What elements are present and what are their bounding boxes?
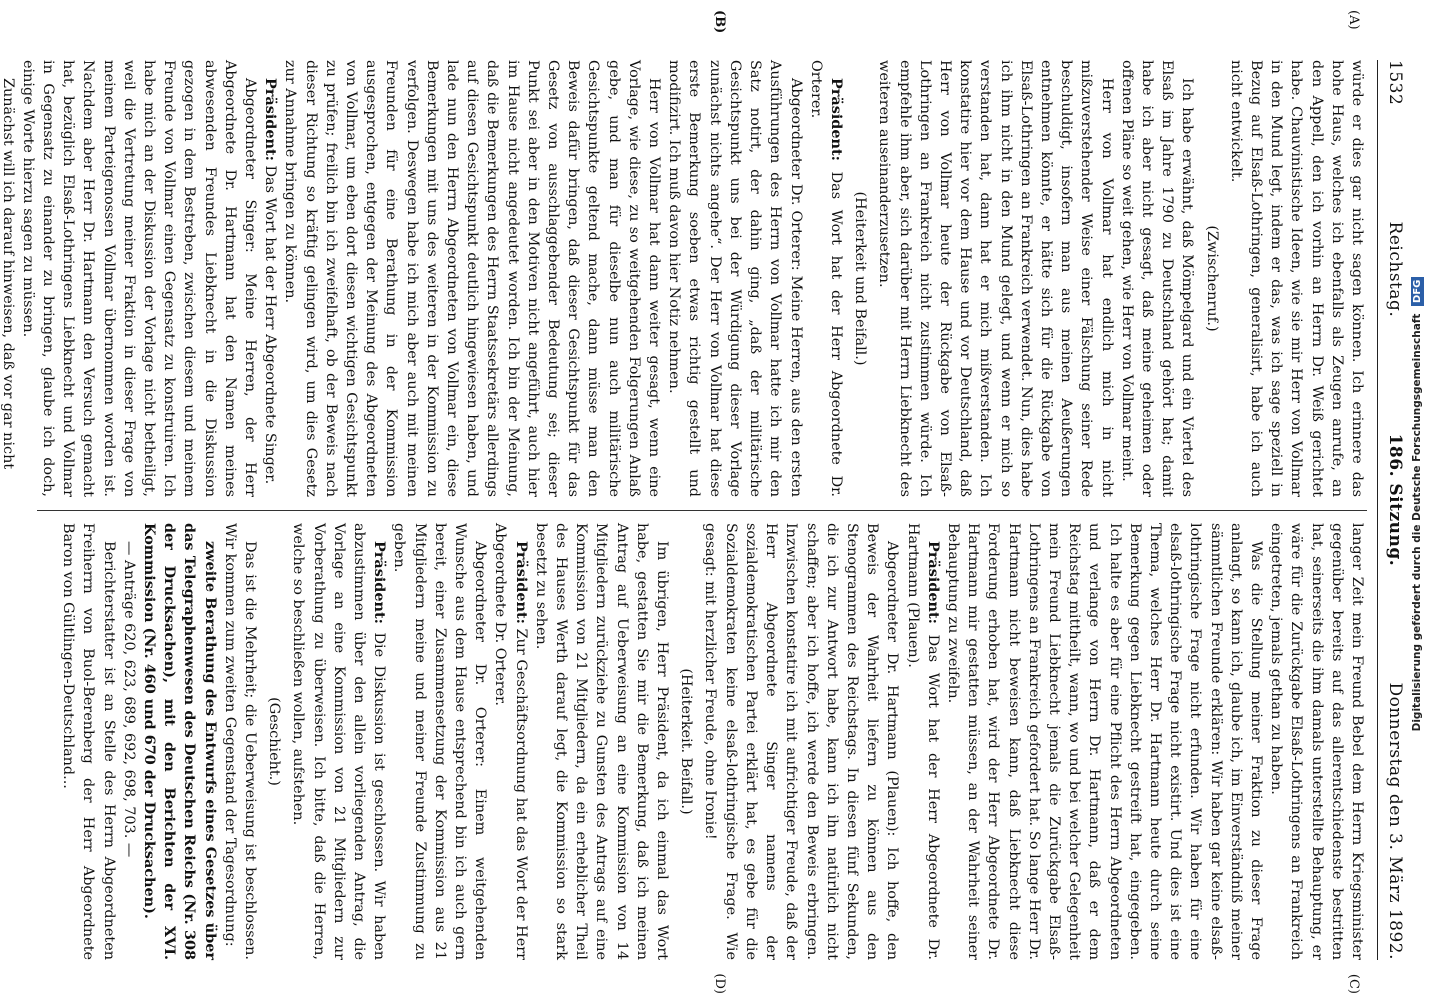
paragraph-text: (Heiterkeit. Beifall.) xyxy=(678,668,695,815)
paragraph xyxy=(943,523,1266,960)
interjection xyxy=(850,60,870,497)
right-column xyxy=(37,523,1367,960)
paragraph xyxy=(874,60,1116,497)
speaker-label: Präsident: xyxy=(371,541,389,624)
paragraph-text: Zunächst will ich darauf hinweisen, daß vor gar nicht xyxy=(0,78,16,470)
paragraph-text: Herr von Vollmar hat endlich mich in nicht mißzuverstehender Weise einer Fälschung seiner Rede beschuldigt, insofern man aus meinen Aeußerungen entnehmen könnte, er hätte sich für die Rückgabe von Elsaß-Lothringen an Frankreich verwendet. Nun, dies habe ich ihm nicht in den Mund gelegt, und wenn er mich so verstanden hat, dann hat er mich mißverstanden. Ich konstatire hier vor dem Hause und vor Deutschland, daß Herr von Vollmar heute der Rückgabe von Elsaß-Lothringen an Frankreich nicht zustimmen würde. Ich empfehle ihm aber, sich darüber mit Herrn Liebknecht des weiteren auseinanderzusetzen. xyxy=(876,60,1115,497)
paragraph xyxy=(389,523,490,960)
paragraph-text: Ich habe erwähnt, daß Mömpelgard und ein Viertel des Elsaß im Jahre 1790 zu Deutschland gehört hat; damit habe ich aber nicht gesagt, daß meine geheimen oder offenen Pläne so weit gehen, wie Herr von Vollmar meint. xyxy=(1118,60,1196,497)
publication-name: Reichstag. xyxy=(1385,221,1405,318)
paragraph xyxy=(18,60,260,497)
paragraph-text: würde er dies gar nicht sagen können. Ich erinnere das hohe Haus, welches ich ebenfalls als Zeugen anrufe, an den Appell, den ich vorhin an Herrn Dr. Weiß gerichtet habe. Chauvinistische Ideen, wie sie mir Herr von Vollmar in den Mund legt, indem er das, was ich sage speziell in Bezug auf Elsaß-Lothringen, generalisirt, habe ich auch nicht entwickelt. xyxy=(1227,60,1365,497)
margin-marker-c: (C) xyxy=(1346,973,1361,994)
paragraph xyxy=(700,523,902,960)
paragraph xyxy=(119,523,139,960)
paragraph-text: Herr von Vollmar hat dann weiter gesagt, wenn eine Vorlage, wie diese, zu so weitgehenden Folgerungen Anlaß gebe, und man für dieselbe nun auch militärische Gesichtspunkte geltend mache, dann müsse man den Beweis dafür bringen, daß dieser Gesichtspunkt für das Gesetz von ausschlaggebender Bedeutung sei; dieser Punkt sei aber in den Motiven nicht angeführt, auch hier im Hause nicht angedeutet worden. Ich bin der Meinung, daß die Bemerkungen des Herrn Staatssekretärs allerdings auf diesen Gesichtspunkt deutlich hingewiesen haben, und lade nun den Herrn Abgeordneten von Vollmar ein, diese Bemerkungen mit uns des weiteren in der Kommission zu verfolgen. Deswegen habe ich mich aber auch mit meinen Freunden für eine Berathung in der Kommission ausgesprochen, entgegen der Meinung des Abgeordneten von Vollmar, um eben dort diesen wichtigen Gesichtspunkt zu prüfen; freilich bin ich zweifelhaft, ob der Beweis nach dieser Richtung so kräftig gelingen wird, um dies Gesetz zur Annahme bringen zu können. xyxy=(282,60,663,497)
dfg-logo: DFG xyxy=(1411,277,1424,306)
sitting-number: 186. Sitzung. xyxy=(1385,433,1405,567)
paragraph-text: (Geschieht.) xyxy=(266,697,283,786)
speaker-paragraph xyxy=(288,523,389,960)
paragraph-text: Das Wort hat der Herr Abgeordnete Dr. Hartmann (Plauen). xyxy=(904,523,941,960)
paragraph xyxy=(1117,60,1198,497)
paragraph-text: (Heiterkeit und Beifall.) xyxy=(852,191,869,366)
paragraph-text: Das Wort hat der Herr Abgeordnete Singer. xyxy=(262,165,279,485)
speaker-label: Präsident: xyxy=(262,78,280,161)
speaker-label: Präsident: xyxy=(924,541,942,624)
paragraph-text: Abgeordneter Dr. Hartmann (Plauen): Ich hoffe, den Beweis der Wahrheit liefern zu können aus den Stenogrammen des Reichstags. In diesen fünf Sekunden, die ich zur Antwort habe, kann ich ihn natürlich nicht schaffen; aber ich hoffe, ich werde den Beweis erbringen. Inzwischen konstatire ich mit aufrichtiger Freude, daß der Herr Abgeordnete Singer namens der sozialdemokratischen Partei erklärt hat, es gebe für die Sozialdemokraten keine elsaß-lothringische Frage. Wie gesagt: mit herzlicher Freude, ohne Ironie! xyxy=(702,523,901,960)
paragraph xyxy=(664,60,805,497)
paragraph xyxy=(1226,60,1367,497)
speaker-paragraph xyxy=(902,523,942,960)
page-number: 1532 xyxy=(1385,60,1405,106)
paragraph-text: Abgeordneter Singer: Meine Herren, der Herr Abgeordnete Dr. Hartmann hat den Namen meines abwesenden Freundes Liebknecht in die Diskussion gezogen in dem Bestreben, zwischen diesem und meinem Freunde von Vollmar einen Gegensatz zu konstruiren. Ich habe mich an der Diskussion der Vorlage nicht betheiligt, weil die Vertretung meiner Fraktion in dieser Frage von meinem Parteigenossen Vollmar übernommen worden ist. Nachdem aber Herr Dr. Hartmann den Versuch gemacht hat, bezüglich Elsaß-Lothringens Liebknecht und Vollmar in Gegensatz zu einander zu bringen, glaube ich doch, einige Worte hierzu sagen zu müssen. xyxy=(19,60,259,497)
margin-marker-d: (D) xyxy=(712,973,727,994)
paragraph-text: — Anträge 620, 623, 689, 692, 698, 703. — xyxy=(120,541,137,858)
paragraph-text: Das ist die Mehrheit; die Ueberweisung ist beschlossen. Wir kommen zum zweiten Gegenstand der Tagesordnung: xyxy=(221,523,259,960)
paragraph xyxy=(280,60,664,497)
margin-marker-b: (B) xyxy=(712,10,727,34)
paragraph-text: Abgeordneter Dr. Orterer: Meine Herren, aus den ersten Ausführungen des Herrn von Vollmar hatte ich mir den Satz notirt, der dahin ging, „daß der militärische Gesichtspunkt uns bei der Würdigung dieser Vorlage zunächst nichts angehe“. Der Herr von Vollmar hat diese erste Bemerkung soeben etwas richtig gestellt und modifizirt. Ich muß davon hier Notiz nehmen. xyxy=(666,60,804,497)
paragraph-text: langer Zeit mein Freund Bebel dem Herrn Kriegsminister gegenüber bereits auf das allerentschiedenste bestritten hat, seinerseits die ihm damals unterstellte Behauptung, er wäre für die Zurückgabe Elsaß-Lothringens an Frankreich eingetreten, jemals gethan zu haben. xyxy=(1268,523,1365,960)
interjection xyxy=(1201,60,1221,497)
left-column xyxy=(0,60,1367,497)
paragraph-text: Berichterstatter ist an Stelle des Herrn Abgeordneten Freiherrn von Buol-Berenberg der Herr Abgeordnete Baron von Gültlingen-Deutschland... xyxy=(60,523,117,960)
paragraph-text: Was die Stellung meiner Fraktion zu dieser Frage anlangt, so kann ich, glaube ich, im Einverständniß meiner sämmtlichen Freunde erklären: Wir haben gar keine elsaß-lothringische Frage nicht erfunden. Wir haben für eine elsaß-lothringische Frage nicht existirt. Und dies ist eine Thema, welches Herr Dr. Hartmann heute durch seine Bemerkung gegen Liebknecht gestreift hat, eingegeben. Ich halte es aber für eine Pflicht des Herrn Abgeordneten und verlange von Herrn Dr. Hartmann, daß er dem Reichstag mittheilt, wann, wo und bei welcher Gelegenheit mein Freund Liebknecht jemals die Zurückgabe Elsaß-Lothringens an Frankreich gefordert hat. So lange Herr Dr. Hartmann nicht beweisen kann, daß Liebknecht diese Forderung erhoben hat, wird der Herr Abgeordnete Dr. Hartmann mir gestatten müssen, an der Wahrheit seiner Behauptung zu zweifeln. xyxy=(944,523,1264,960)
margin-marker-a: (A) xyxy=(1346,10,1361,30)
speaker-label: Präsident: xyxy=(827,78,845,161)
digitization-credit xyxy=(1407,14,1427,994)
paragraph xyxy=(220,523,260,960)
interjection xyxy=(676,523,696,960)
agenda-item xyxy=(139,523,220,960)
interjection xyxy=(264,523,284,960)
speaker-paragraph xyxy=(490,523,530,960)
paragraph xyxy=(58,523,119,960)
paragraph xyxy=(531,523,672,960)
paragraph-text: (Zwischenruf.) xyxy=(1203,225,1220,332)
paragraph-text: Das Wort hat der Herr Abgeordnete Dr. Orterer. xyxy=(807,60,844,497)
sitting-date: Donnerstag den 3. März 1892. xyxy=(1385,682,1405,960)
paragraph xyxy=(1266,523,1367,960)
paragraph-text: Zur Geschäftsordnung hat das Wort der Herr Abgeordnete Dr. Orterer. xyxy=(492,523,529,961)
paragraph-text: Im übrigen, Herr Präsident, da ich einmal das Wort habe, gestatten Sie mir die Bemerkung, daß ich meinen Antrag auf Ueberweisung an eine Kommission von 14 Mitgliedern zurückziehe zu Gunsten des Antrags auf eine Kommission von 21 Mitgliedern, da ein erheblicher Theil des Hauses Werth darauf legt, die Kommission so stark besetzt zu sehen. xyxy=(532,523,671,960)
speaker-label: Präsident: xyxy=(512,541,530,624)
paragraph-text: zweite Berathung des Entwurfs eines Gesetzes über das Telegraphenwesen des Deutschen Reichs (Nr. 308 der Drucksachen), mit den Berichten der XVI. Kommission (Nr. 460 und 670 der Drucksachen). xyxy=(141,523,219,960)
text-columns xyxy=(0,10,1367,994)
credit-text: Digitalisierung gefördert durch die Deutsche Forschungsgemeinschaft xyxy=(1411,313,1423,732)
speaker-paragraph xyxy=(806,60,846,497)
column-divider xyxy=(37,510,1367,511)
speaker-paragraph xyxy=(260,60,280,497)
paragraph-text: Die Diskussion ist geschlossen. Wir haben abzustimmen über den allein vorliegenden Antrag, die Vorlage an eine Kommission von 21 Mitgliedern zur Vorberathung zu überweisen. Ich bitte, daß die Herren, welche so beschließen wollen, aufstehen. xyxy=(290,523,388,960)
paragraph xyxy=(0,60,18,497)
paragraph-text: Abgeordneter Dr. Orterer: Einem weitgehenden Wunsche aus dem Hause entsprechend bin ich auch gern bereit, einer Zusammensetzung der Kommission aus 21 Mitgliedern meine und meiner Freunde Zustimmung zu geben. xyxy=(391,523,489,960)
